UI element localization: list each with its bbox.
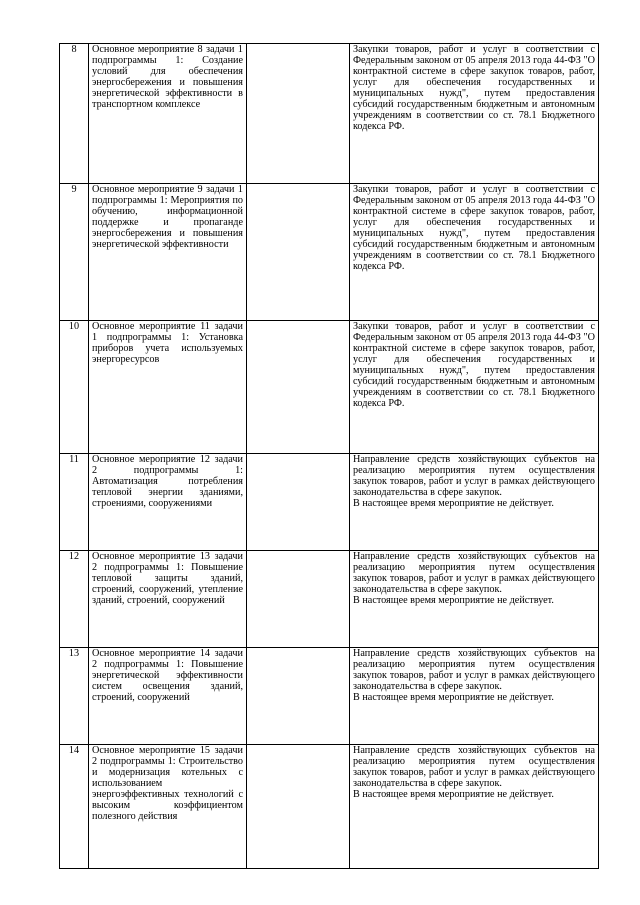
event-title: Основное мероприятие 15 задачи 2 подпрограммы 1: Строительство и модернизация котельных с использованием энергоэффективных технологий с высоким коэффициентом полезного действия <box>89 745 247 869</box>
mechanism-paragraph: Закупки товаров, работ и услуг в соответствии с Федеральным законом от 05 апреля 2013 года 44-ФЗ "О контрактной системе в сфере закупок товаров, работ, услуг для обеспечения государственных и муниципальных нужд", путем предоставления субсидий государственным бюджетным и автономным учреждениям в соответствии со ст. 78.1 Бюджетного кодекса РФ. <box>353 321 595 410</box>
mechanism-paragraph: Направление средств хозяйствующих субъектов на реализацию мероприятия путем осуществления закупок товаров, работ и услуг в рамках действующего законодательства в сфере закупок. <box>353 551 595 596</box>
mechanism-cell <box>350 321 599 454</box>
table-row <box>60 648 599 745</box>
mechanism-paragraph: Направление средств хозяйствующих субъектов на реализацию мероприятия путем осуществления закупок товаров, работ и услуг в рамках действующего законодательства в сфере закупок. <box>353 745 595 790</box>
mechanism-status: В настоящее время мероприятие не действует. <box>353 692 554 704</box>
table-row <box>60 454 599 551</box>
table-row <box>60 44 599 184</box>
mechanism-cell <box>350 745 599 869</box>
mechanism-cell <box>350 551 599 648</box>
mechanism-cell <box>350 184 599 321</box>
row-number: 13 <box>60 648 89 745</box>
mechanism-paragraph: Направление средств хозяйствующих субъектов на реализацию мероприятия путем осуществления закупок товаров, работ и услуг в рамках действующего законодательства в сфере закупок. <box>353 648 595 693</box>
row-number: 12 <box>60 551 89 648</box>
row-number: 10 <box>60 321 89 454</box>
event-title: Основное мероприятие 11 задачи 1 подпрограммы 1: Установка приборов учета используемых энергоресурсов <box>89 321 247 454</box>
empty-cell <box>247 745 350 869</box>
table-row <box>60 551 599 648</box>
table-row <box>60 184 599 321</box>
event-title: Основное мероприятие 9 задачи 1 подпрограммы 1: Мероприятия по обучению, информационной поддержке и пропаганде энергосбережения и повышения энергетической эффективности <box>89 184 247 321</box>
row-number: 11 <box>60 454 89 551</box>
empty-cell <box>247 184 350 321</box>
table-row <box>60 321 599 454</box>
event-title: Основное мероприятие 12 задачи 2 подпрограммы 1: Автоматизация потребления тепловой энергии зданиями, строениями, сооружениями <box>89 454 247 551</box>
mechanism-status: В настоящее время мероприятие не действует. <box>353 595 554 607</box>
mechanism-status: В настоящее время мероприятие не действует. <box>353 789 554 801</box>
event-title: Основное мероприятие 8 задачи 1 подпрограммы 1: Создание условий для обеспечения энергосбережения и повышения энергетической эффективности в транспортном комплексе <box>89 44 247 184</box>
table-row <box>60 745 599 869</box>
empty-cell <box>247 454 350 551</box>
mechanism-cell <box>350 648 599 745</box>
mechanism-paragraph: Направление средств хозяйствующих субъектов на реализацию мероприятия путем осуществления закупок товаров, работ и услуг в рамках действующего законодательства в сфере закупок. <box>353 454 595 499</box>
event-title: Основное мероприятие 14 задачи 2 подпрограммы 1: Повышение энергетической эффективности систем освещения зданий, строений, сооружений <box>89 648 247 745</box>
row-number: 8 <box>60 44 89 184</box>
mechanism-cell <box>350 44 599 184</box>
mechanism-paragraph: Закупки товаров, работ и услуг в соответствии с Федеральным законом от 05 апреля 2013 года 44-ФЗ "О контрактной системе в сфере закупок товаров, работ, услуг для обеспечения государственных и муниципальных нужд", путем предоставления субсидий государственным бюджетным и автономным учреждениям в соответствии со ст. 78.1 Бюджетного кодекса РФ. <box>353 184 595 273</box>
row-number: 9 <box>60 184 89 321</box>
empty-cell <box>247 44 350 184</box>
mechanism-paragraph: Закупки товаров, работ и услуг в соответствии с Федеральным законом от 05 апреля 2013 года 44-ФЗ "О контрактной системе в сфере закупок товаров, работ, услуг для обеспечения государственных и муниципальных нужд", путем предоставления субсидий государственным бюджетным и автономным учреждениям в соответствии со ст. 78.1 Бюджетного кодекса РФ. <box>353 44 595 133</box>
event-title: Основное мероприятие 13 задачи 2 подпрограммы 1: Повышение тепловой защиты зданий, строений, сооружений, утепление зданий, строений, сооружений <box>89 551 247 648</box>
mechanism-status: В настоящее время мероприятие не действует. <box>353 498 554 510</box>
empty-cell <box>247 648 350 745</box>
measures-table <box>59 43 599 869</box>
row-number: 14 <box>60 745 89 869</box>
empty-cell <box>247 551 350 648</box>
empty-cell <box>247 321 350 454</box>
mechanism-cell <box>350 454 599 551</box>
